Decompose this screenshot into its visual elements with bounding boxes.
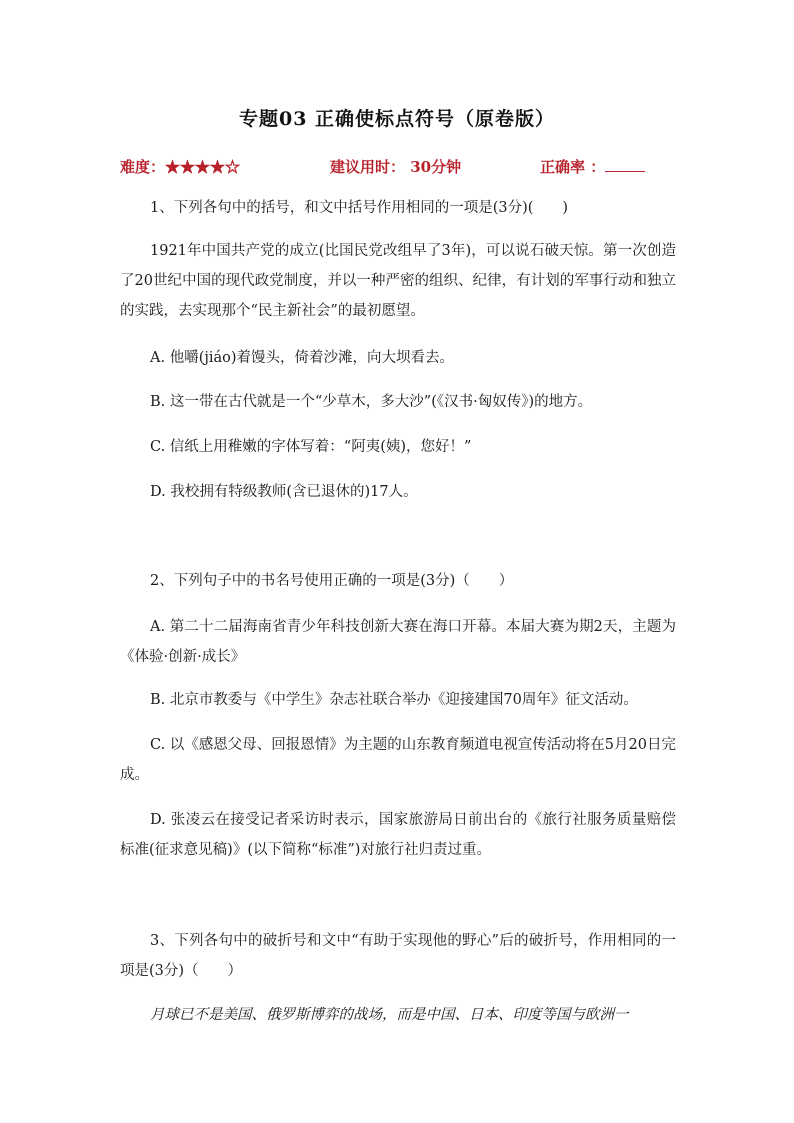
q1-stem: 1、下列各句中的括号，和文中括号作用相同的一项是(3分)( )	[150, 200, 569, 216]
accuracy-blank[interactable]	[605, 157, 645, 172]
q3-passage: 月球已不是美国、俄罗斯博弈的战场，而是中国、日本、印度等国与欧洲一	[150, 1007, 629, 1023]
time-value: 30分钟	[410, 158, 462, 176]
accuracy-label: 正确率 ：	[540, 158, 606, 176]
difficulty-info	[120, 156, 240, 177]
page-title: 专题03 正确使标点符号（原卷版）	[238, 108, 556, 130]
difficulty-label: 难度：	[120, 158, 166, 176]
q1-option-b: B. 这一带在古代就是一个“少草木，多大沙”(《汉书·匈奴传》)的地方。	[150, 394, 593, 410]
q1-passage: 1921年中国共产党的成立(比国民党改组早了3年)，可以说石破天惊。第一次创造了20世纪中国的现代政党制度，并以一种严密的组织、纪律，有计划的军事行动和独立的实践，去实现那个“民主新社会”的最初愿望。	[120, 243, 676, 319]
q2-option-b: B. 北京市教委与《中学生》杂志社联合举办《迎接建国70周年》征文活动。	[150, 692, 638, 708]
q2-option-d: D. 张凌云在接受记者采访时表示，国家旅游局日前出台的《旅行社服务质量赔偿标准(征求意见稿)》(以下简称“标准”)对旅行社归责过重。	[120, 812, 676, 858]
accuracy-info	[540, 156, 645, 177]
q3-stem: 3、下列各句中的破折号和文中“有助于实现他的野心”后的破折号，作用相同的一项是(3分)（ ）	[120, 933, 676, 979]
q1-option-d: D. 我校拥有特级教师(含已退休的)17人。	[150, 484, 418, 500]
q1-option-a: A. 他嚼(jiáo)着馒头，倚着沙滩，向大坝看去。	[150, 350, 455, 366]
q2-option-a: A. 第二十二届海南省青少年科技创新大赛在海口开幕。本届大赛为期2天，主题为《体验·创新·成长》	[120, 619, 676, 665]
meta-row	[120, 156, 680, 178]
q1-option-c: C. 信纸上用稚嫩的字体写着：“阿夷(姨)，您好！”	[150, 439, 472, 455]
q2-stem: 2、下列句子中的书名号使用正确的一项是(3分)（ ）	[150, 573, 514, 589]
difficulty-stars: ★★★★☆	[165, 158, 241, 176]
q2-option-c: C. 以《感恩父母、回报恩情》为主题的山东教育频道电视宣传活动将在5月20日完成。	[120, 737, 676, 783]
time-info	[330, 156, 461, 177]
time-label: 建议用时：	[330, 158, 406, 176]
